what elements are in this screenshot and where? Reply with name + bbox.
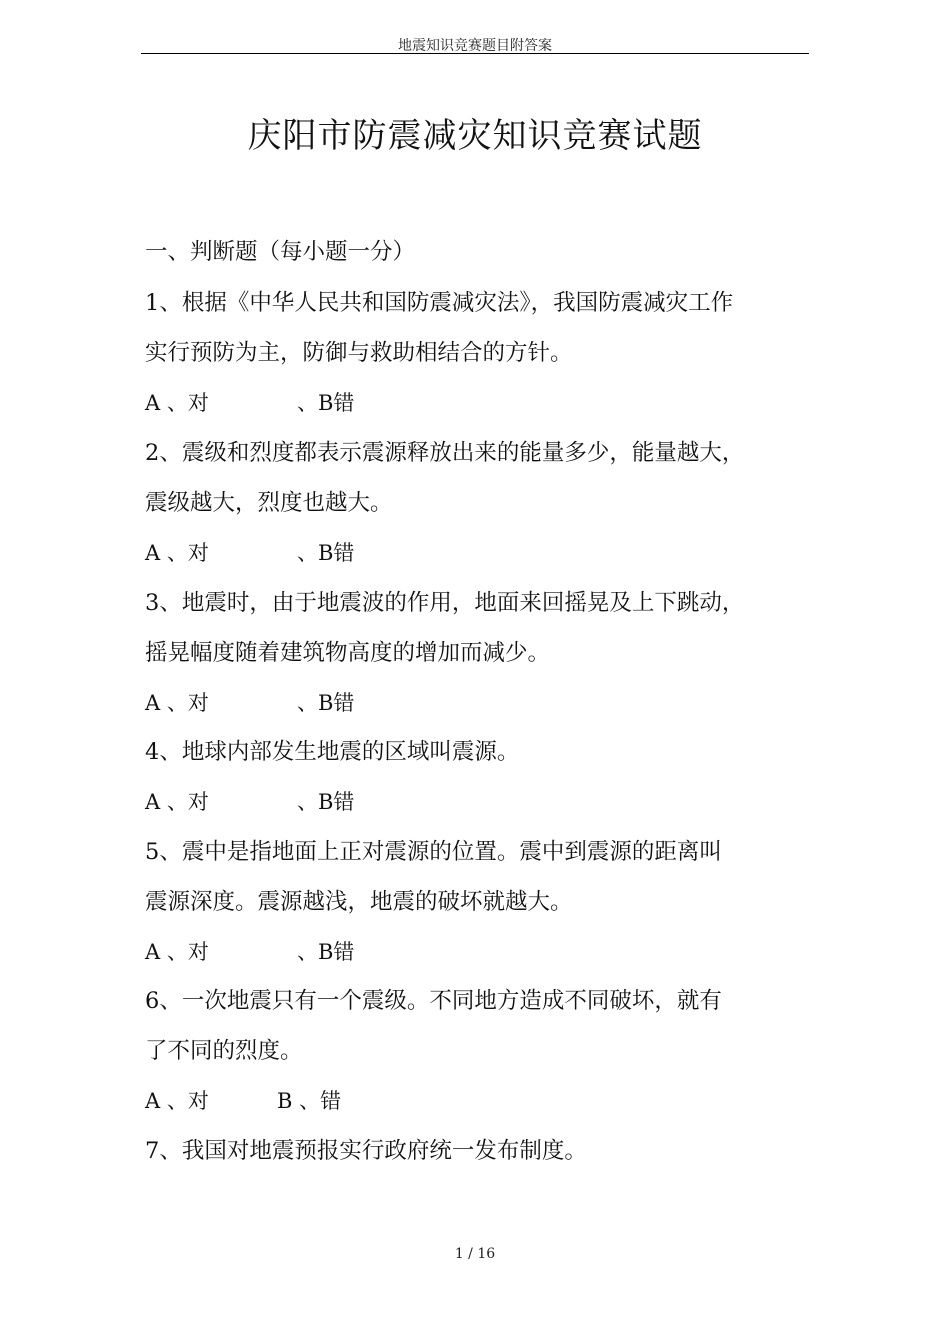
header-text: 地震知识竞赛题目附答案 <box>398 38 552 54</box>
question-6-option-b: B 、错 <box>277 1089 342 1113</box>
section-heading: 一、判断题（每小题一分） <box>145 239 416 265</box>
page-number: 1 / 16 <box>454 1246 496 1262</box>
question-5-option-b: 、B错 <box>297 940 355 964</box>
question-3-option-a: A 、对 <box>145 691 209 715</box>
question-5-line-2: 震源深度。震源越浅，地震的破坏就越大。 <box>145 889 573 915</box>
question-2-option-a: A 、对 <box>145 541 209 565</box>
question-3-line-1: 3、地震时，由于地震波的作用，地面来回摇晃及上下跳动， <box>145 590 745 616</box>
question-6-option-a: A 、对 <box>145 1089 209 1113</box>
question-3-option-b: 、B错 <box>297 691 355 715</box>
header-rule <box>141 53 809 54</box>
question-5-option-a: A 、对 <box>145 940 209 964</box>
question-1-line-1: 1、根据《中华人民共和国防震减灾法》，我国防震减灾工作 <box>145 290 734 316</box>
question-4-line-1: 4、地球内部发生地震的区域叫震源。 <box>145 739 520 765</box>
question-6-line-1: 6、一次地震只有一个震级。不同地方造成不同破坏，就有 <box>145 988 722 1014</box>
question-6-line-2: 了不同的烈度。 <box>145 1038 303 1064</box>
question-1-line-2: 实行预防为主，防御与救助相结合的方针。 <box>145 340 573 366</box>
question-5-line-1: 5、震中是指地面上正对震源的位置。震中到震源的距离叫 <box>145 839 722 865</box>
question-4-option-a: A 、对 <box>145 790 209 814</box>
question-4-option-b: 、B错 <box>297 790 355 814</box>
question-3-line-2: 摇晃幅度随着建筑物高度的增加而减少。 <box>145 640 551 666</box>
question-7-line-1: 7、我国对地震预报实行政府统一发布制度。 <box>145 1138 587 1164</box>
document-title: 庆阳市防震减灾知识竞赛试题 <box>247 116 703 156</box>
question-2-option-b: 、B错 <box>297 541 355 565</box>
question-2-line-2: 震级越大，烈度也越大。 <box>145 490 393 516</box>
question-1-option-b: 、B错 <box>297 391 355 415</box>
question-2-line-1: 2、震级和烈度都表示震源释放出来的能量多少，能量越大， <box>145 440 745 466</box>
question-1-option-a: A 、对 <box>145 391 209 415</box>
